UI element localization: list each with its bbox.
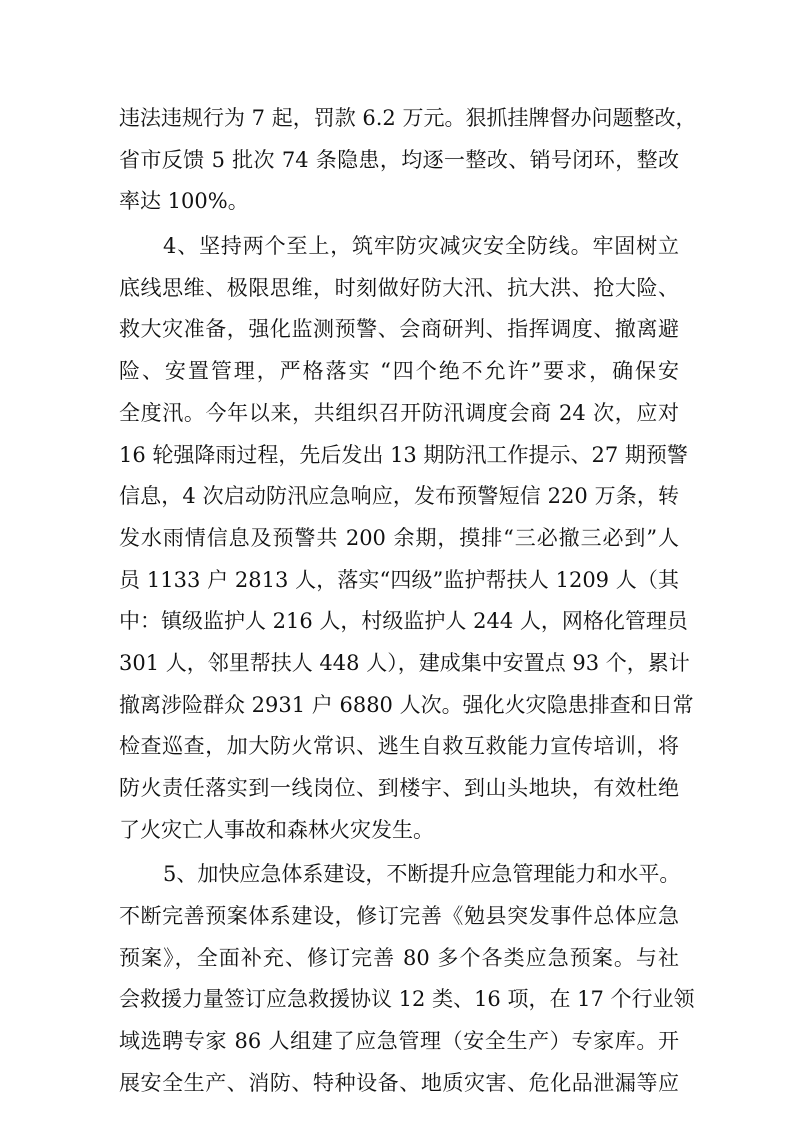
document-body	[119, 98, 697, 1105]
text-line: 底线思维、极限思维，时刻做好防大汛、抗大洪、抢大险、	[119, 275, 679, 300]
text-line: 险、安置管理，严格落实 “四个绝不允许”要求，确保安	[119, 359, 679, 384]
text-line: 检查巡查，加大防火常识、逃生自救互救能力宣传培训，将	[119, 734, 679, 759]
text-line: 域选聘专家 86 人组建了应急管理（安全生产）专家库。开	[119, 1029, 679, 1054]
text-line: 信息，4 次启动防汛应急响应，发布预警短信 220 万条，转	[119, 484, 679, 509]
text-line: 违法违规行为 7 起，罚款 6.2 万元。狠抓挂牌督办问题整改，	[119, 106, 697, 130]
text-line: 301 人，邻里帮扶人 448 人），建成集中安置点 93 个，累计	[119, 650, 690, 675]
text-line: 展安全生产、消防、特种设备、地质灾害、危化品泄漏等应	[119, 1070, 679, 1095]
text-line: 救大灾准备，强化监测预警、会商研判、指挥调度、撤离避	[119, 317, 679, 342]
paragraph-4-heading-line: 4、坚持两个至上，筑牢防灾减灾安全防线。牢固树立	[163, 234, 679, 259]
text-line: 中：镇级监护人 216 人，村级监护人 244 人，网格化管理员	[119, 609, 688, 634]
text-line: 员 1133 户 2813 人，落实“四级”监护帮扶人 1209 人（其	[119, 567, 679, 592]
text-line: 不断完善预案体系建设，修订完善《勉县突发事件总体应急	[119, 904, 679, 929]
text-line: 预案》，全面补充、修订完善 80 多个各类应急预案。与社	[119, 945, 679, 970]
text-line: 防火责任落实到一线岗位、到楼宇、到山头地块，有效杜绝	[119, 776, 679, 800]
text-line: 率达 100%。	[119, 189, 249, 214]
text-line: 会救援力量签订应急救援协议 12 类、16 项，在 17 个行业领	[119, 987, 695, 1012]
paragraph-5-heading-line: 5、加快应急体系建设，不断提升应急管理能力和水平。	[163, 862, 681, 887]
text-line: 发水雨情信息及预警共 200 余期，摸排“三必撤三必到”人	[119, 525, 679, 550]
text-line: 撤离涉险群众 2931 户 6880 人次。强化火灾隐患排查和日常	[119, 692, 694, 717]
text-line: 了火灾亡人事故和森林火灾发生。	[119, 817, 434, 842]
text-line: 16 轮强降雨过程，先后发出 13 期防汛工作提示、27 期预警	[119, 442, 688, 467]
text-line: 全度汛。今年以来，共组织召开防汛调度会商 24 次，应对	[119, 400, 679, 425]
text-line: 省市反馈 5 批次 74 条隐患，均逐一整改、销号闭环，整改	[119, 147, 679, 172]
